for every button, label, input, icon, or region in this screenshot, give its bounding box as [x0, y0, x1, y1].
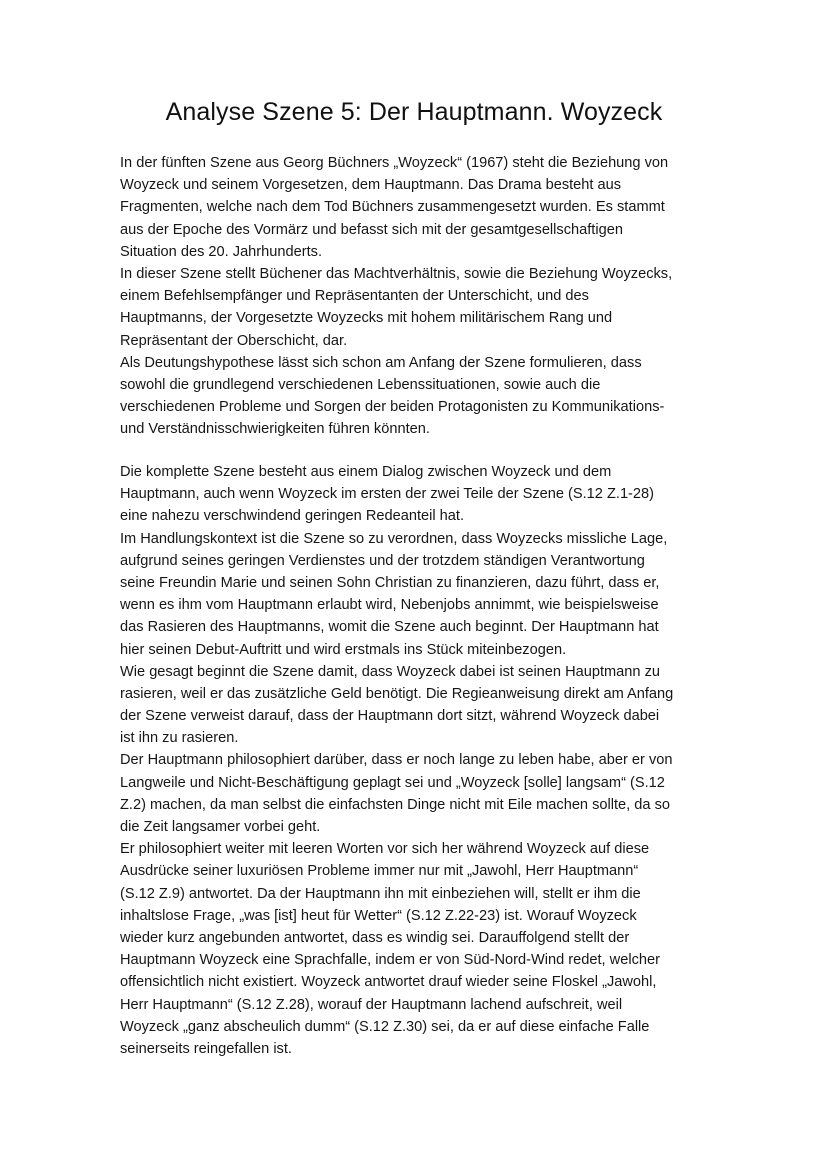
page-title: Analyse Szene 5: Der Hauptmann. Woyzeck	[165, 98, 663, 126]
text-line: Er philosophiert weiter mit leeren Worten vor sich her während Woyzeck auf diese	[120, 841, 650, 858]
text-line: In dieser Szene stellt Büchener das Machtverhältnis, sowie die Beziehung Woyzecks,	[120, 265, 673, 282]
text-line: Hauptmann Woyzeck eine Sprachfalle, indem er von Süd-Nord-Wind redet, welcher	[120, 952, 660, 969]
text-line: Woyzeck und seinem Vorgesetzen, dem Hauptmann. Das Drama besteht aus	[120, 177, 622, 194]
text-line: Herr Hauptmann“ (S.12 Z.28), worauf der Hauptmann lachend aufschreit, weil	[120, 996, 623, 1013]
text-line: Z.2) machen, da man selbst die einfachsten Dinge nicht mit Eile machen sollte, da so	[120, 796, 670, 813]
text-line: hier seinen Debut-Auftritt und wird erstmals ins Stück miteinbezogen.	[120, 641, 567, 658]
text-line: wieder kurz angebunden antwortet, dass es windig sei. Darauffolgend stellt der	[120, 929, 630, 946]
text-line: ist ihn zu rasieren.	[120, 730, 239, 747]
text-line: wenn es ihm vom Hauptmann erlaubt wird, Nebenjobs annimmt, wie beispielsweise	[120, 597, 659, 614]
text-line: Woyzeck „ganz abscheulich dumm“ (S.12 Z.30) sei, da er auf diese einfache Falle	[120, 1018, 650, 1035]
text-line: und Verständnisschwierigkeiten führen könnten.	[120, 421, 430, 438]
text-line: seine Freundin Marie und seinen Sohn Christian zu finanzieren, dazu führt, dass er,	[120, 574, 660, 591]
text-line: inhaltslose Frage, „was [ist] heut für Wetter“ (S.12 Z.22-23) ist. Worauf Woyzeck	[120, 907, 637, 924]
text-line: Situation des 20. Jahrhunderts.	[120, 243, 323, 260]
text-line: verschiedenen Probleme und Sorgen der beiden Protagonisten zu Kommunikations-	[120, 399, 665, 416]
text-line: offensichtlich nicht existiert. Woyzeck antwortet drauf wieder seine Floskel „Jawohl,	[120, 974, 657, 991]
text-line: Hauptmann, auch wenn Woyzeck im ersten der zwei Teile der Szene (S.12 Z.1-28)	[120, 486, 655, 503]
text-line: Der Hauptmann philosophiert darüber, dass er noch lange zu leben habe, aber er von	[120, 752, 673, 769]
text-line: einem Befehlsempfänger und Repräsentanten der Unterschicht, und des	[120, 288, 589, 305]
text-line: Repräsentant der Oberschicht, dar.	[120, 332, 348, 349]
text-line: der Szene verweist darauf, dass der Hauptmann dort sitzt, während Woyzeck dabei	[120, 708, 660, 725]
text-line: Als Deutungshypothese lässt sich schon am Anfang der Szene formulieren, dass	[120, 354, 642, 371]
text-line: seinerseits reingefallen ist.	[120, 1040, 292, 1057]
text-line: sowohl die grundlegend verschiedenen Lebenssituationen, sowie auch die	[120, 376, 601, 393]
text-line: rasieren, weil er das zusätzliche Geld benötigt. Die Regieanweisung direkt am Anfang	[120, 685, 674, 702]
text-line: die Zeit langsamer vorbei geht.	[120, 819, 321, 835]
paragraph-introduction	[120, 152, 760, 440]
text-line: aufgrund seines geringen Verdienstes und der trotzdem ständigen Verantwortung	[120, 552, 645, 569]
text-line: Fragmenten, welche nach dem Tod Büchners zusammengesetzt wurden. Es stammt	[120, 199, 665, 216]
text-line: (S.12 Z.9) antwortet. Da der Hauptmann ihn mit einbeziehen will, stellt er ihm die	[120, 885, 641, 902]
text-line: Wie gesagt beginnt die Szene damit, dass Woyzeck dabei ist seinen Hauptmann zu	[120, 663, 661, 680]
text-line: das Rasieren des Hauptmanns, womit die Szene auch beginnt. Der Hauptmann hat	[120, 619, 659, 636]
text-line: In der fünften Szene aus Georg Büchners „Woyzeck“ (1967) steht die Beziehung von	[120, 155, 669, 171]
text-line: Hauptmanns, der Vorgesetzte Woyzecks mit hohem militärischem Rang und	[120, 310, 613, 327]
paragraph-analysis	[120, 461, 760, 1060]
text-line: Ausdrücke seiner luxuriösen Probleme immer nur mit „Jawohl, Herr Hauptmann“	[120, 863, 639, 880]
text-line: Die komplette Szene besteht aus einem Dialog zwischen Woyzeck und dem	[120, 464, 612, 480]
text-line: Langweile und Nicht-Beschäftigung geplagt sei und „Woyzeck [solle] langsam“ (S.12	[120, 774, 665, 791]
text-line: aus der Epoche des Vormärz und befasst sich mit der gesamtgesellschaftigen	[120, 221, 623, 238]
text-line: Im Handlungskontext ist die Szene so zu verordnen, dass Woyzecks missliche Lage,	[120, 530, 668, 547]
text-line: eine nahezu verschwindend geringen Redeanteil hat.	[120, 508, 465, 525]
